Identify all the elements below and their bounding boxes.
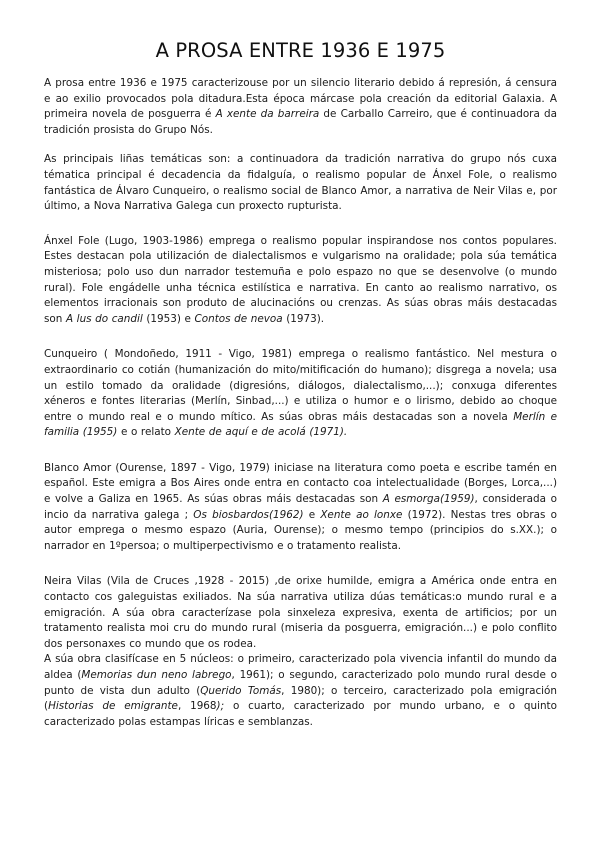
text-run: , 1980); o terceiro, caracterizado pola emigración ( [44, 684, 557, 713]
text-run: As principais liñas temáticas son: a continuadora da tradición narrativa do grupo nós cuxa tématica principal é decadencia da fidalguía, o realismo popular de Ánxel Fole, o realismo fantástica de Álvaro Cunqueiro, o realismo social de Blanco Amor, a narrativa de Neir Vilas e, por último, a Nova Narrativa Galega cun proxecto rupturista. [44, 153, 557, 213]
text-run: , 1961); o segundo, caracterizado polo mundo rural desde o punto de vista dun adulto ( [44, 669, 557, 697]
page-title: A PROSA ENTRE 1936 E 1975 [155, 39, 446, 62]
text-run: (1972). Nestas tres obras o autor emprega o mesmo espazo (Auria, Ourense); o mesmo tempo (principios do s.XX.); o narrador en 1ºpersoa; o multiperpectivismo e o tratamento realista. [44, 508, 557, 552]
text-run: Blanco Amor (Ourense, 1897 - Vigo, 1979) iniciase na literatura como poeta e escribe tamén en español. Este emigra a Bos Aires onde entra en contacto coa intelectualidade (Borges, Lorca,...) e volve a Galiza en 1965. As súas obras máis destacadas son [44, 461, 557, 506]
neira-vilas-works-paragraph [44, 652, 557, 730]
text-run: Cunqueiro ( Mondoñedo, 1911 - Vigo, 1981) emprega o realismo fantástico. Nel mestura o extraordinario co cotián (humanización do mito/mitificación do humano); disgrega a novela; usa un estilo tomado da oralidade (digresións, diálogos, dialectalismo,...); conxuga diferentes xéneros e fontes literarias (Merlín, Sinbad,...) e utiliza o humor e o lirismo, debido ao choque entre o mundo real e o mundo mítico. As súas obras máis destacadas son a novela [44, 348, 557, 423]
intro-paragraph [44, 76, 557, 138]
text-run: , considerada o incio da narrativa galega ; [44, 493, 557, 521]
work-title: Merlín e familia (1955) [44, 410, 558, 439]
text-run: , 1968 [177, 700, 217, 713]
text-run: e [303, 508, 321, 521]
work-title: Historias de emigrante [48, 700, 178, 713]
text-run: (1973). [282, 312, 325, 325]
text-run: A prosa entre 1936 e 1975 caracterizouse por un silencio literario debido á represión, á censura e ao exilio provocados pola ditadura.Esta época márcase pola creación da editorial Galaxia. A primeira novela de posguerra é [44, 77, 557, 121]
work-title: Memorias dun neno labrego [81, 669, 232, 681]
work-title: Os biosbardos(1962) [193, 508, 304, 521]
work-title: Contos de nevoa [194, 312, 283, 325]
neira-vilas-paragraph [44, 574, 557, 652]
text-run: e o relato [117, 426, 175, 439]
fole-paragraph [44, 234, 557, 328]
text-run-italic: ); [216, 700, 225, 713]
work-title: Xente ao lonxe [320, 508, 403, 521]
themes-paragraph [44, 152, 557, 214]
work-title: A xente da barreira [215, 108, 320, 121]
text-run: o cuarto, caracterizado por mundo urbano, e o quinto caracterizado polas estampas líricas e semblanzas. [44, 700, 557, 728]
work-title: A lus do candil [65, 312, 143, 325]
text-run: Ánxel Fole (Lugo, 1903-1986) emprega o realismo popular inspirandose nos contos populares. Estes destacan pola utilización de dialectalismos e vulgarismo na oralidade; pola súa temática misteriosa; polo uso dun narrador testemuña e polo espazo no que se desenvolve (o mundo rural). Fole engádelle unha técnica estilística e narrativa. En canto ao realismo narrativo, os elementos irracionais son produto de alucinacións ou crenzas. As súas obras máis destacadas son [44, 234, 557, 325]
text-run: Neira Vilas (Vila de Cruces ,1928 - 2015) ,de orixe humilde, emigra a América onde entra en contacto cos galeguistas exiliados. Na súa narrativa utiliza dúas temáticas:o mundo rural e a emigración. A súa obra caracterízase pola sinxeleza expresiva, exenta de artificios; por un tratamento realista moi cru do mundo rural (miseria da posguerra, emigración...) e polo conflito dos personaxes co mundo que os rodea. [44, 575, 557, 650]
text-run: A súa obra clasifícase en 5 núcleos: o primeiro, caracterizado pola vivencia infantil do mundo da aldea ( [44, 653, 557, 681]
work-title: Xente de aquí e de acolá (1971). [174, 426, 348, 439]
cunqueiro-paragraph [44, 347, 557, 441]
text-run: de Carballo Carreiro, que é continuadora da tradición prosista do Grupo Nós. [44, 108, 557, 136]
work-title: Querido Tomás [200, 684, 282, 697]
text-run: (1953) e [142, 312, 195, 325]
blanco-amor-paragraph [44, 461, 557, 555]
work-title: A esmorga(1959) [382, 493, 475, 506]
